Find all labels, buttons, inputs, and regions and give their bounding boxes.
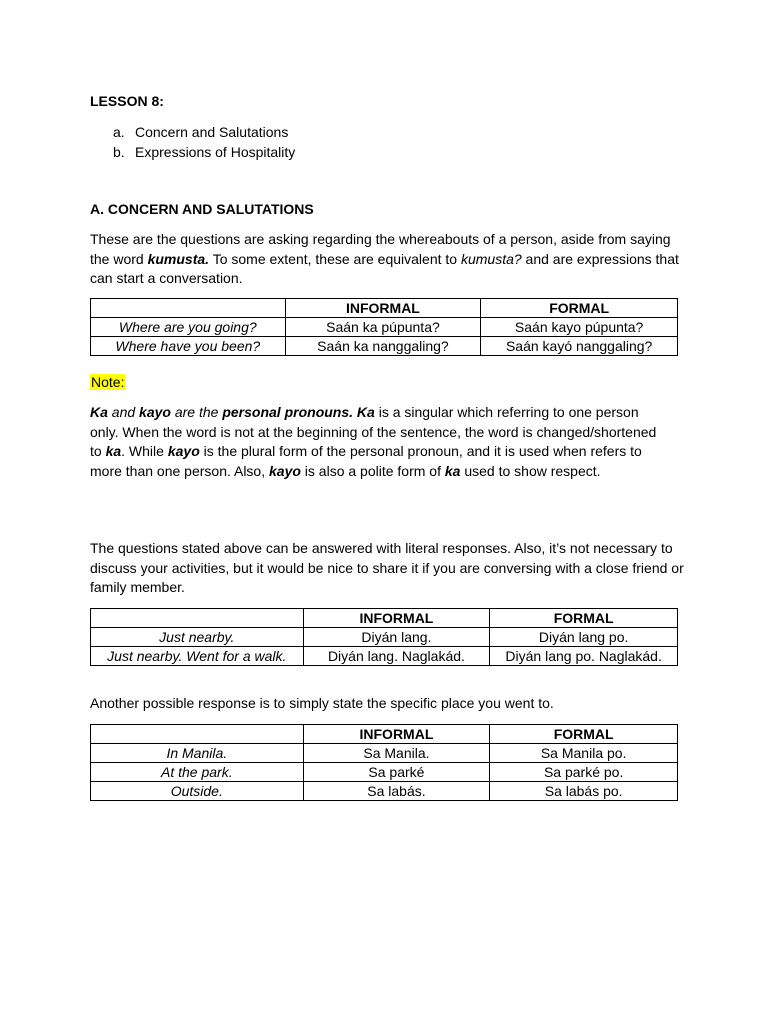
intro-text: These are the questions are asking regarding the whereabouts of a person, aside from saying the word xyxy=(90,231,671,267)
topic-item xyxy=(113,122,295,142)
note-term: ka xyxy=(105,443,122,459)
table-header-cell: FORMAL xyxy=(490,609,678,628)
table-header-cell xyxy=(91,609,304,628)
table-header-row xyxy=(91,609,678,628)
table-cell: Diyán lang. Naglakád. xyxy=(303,647,490,666)
table-cell: Diyán lang po. Naglakád. xyxy=(490,647,678,666)
table-row xyxy=(91,647,678,666)
answers-text: The questions stated above can be answered with literal responses. Also, it’s not necessary to discuss your activities, but it would be nice to share it if you are conversing with a close friend or family member. xyxy=(90,540,684,595)
table-header-row xyxy=(91,725,678,744)
table-cell: Saán kayó nanggaling? xyxy=(481,337,678,356)
table-header-cell: INFORMAL xyxy=(303,725,490,744)
table-cell: In Manila. xyxy=(91,744,304,763)
table-cell: Saán ka nanggaling? xyxy=(285,337,481,356)
table-header-cell: INFORMAL xyxy=(303,609,490,628)
table-cell: Saán ka púpunta? xyxy=(285,318,481,337)
intro-text: and are expressions that can start a conversation. xyxy=(90,250,679,286)
table-cell: Sa Manila po. xyxy=(490,744,678,763)
table-row xyxy=(91,318,678,337)
section-heading: A. CONCERN AND SALUTATIONS xyxy=(90,201,314,217)
table-cell: Where are you going? xyxy=(91,318,286,337)
table-cell: Sa Manila. xyxy=(303,744,490,763)
note-term: ka xyxy=(444,462,461,479)
topic-number: a. xyxy=(113,124,125,140)
table-header-row xyxy=(91,299,678,318)
note-text: and xyxy=(107,404,140,420)
note-text: is a singular which referring to one person only. When the word is not at the beginning of the sentence, the word is changed/shortened to xyxy=(90,404,657,459)
table-row xyxy=(91,763,678,782)
note-term: kayo xyxy=(139,404,171,420)
note-text: . While xyxy=(121,443,168,459)
note-term: kayo xyxy=(167,443,200,459)
table-cell: Sa parké xyxy=(303,763,490,782)
table-cell: Just nearby. Went for a walk. xyxy=(91,647,304,666)
topic-label: Expressions of Hospitality xyxy=(135,144,296,160)
topic-number: b. xyxy=(113,144,125,160)
table-cell: At the park. xyxy=(91,763,304,782)
note-text: is also a polite form of xyxy=(300,462,445,479)
table-row xyxy=(91,744,678,763)
note-term: kayo xyxy=(269,462,301,479)
note-paragraph xyxy=(90,403,660,481)
table-row xyxy=(91,782,678,801)
intro-term: kumusta? xyxy=(460,250,522,267)
table-cell: Sa labás. xyxy=(303,782,490,801)
note-text: are the xyxy=(170,404,223,420)
places-table xyxy=(90,724,678,801)
table-cell: Sa parké po. xyxy=(490,763,678,782)
table-cell: Just nearby. xyxy=(91,628,304,647)
table-header-cell xyxy=(91,725,304,744)
table-header-cell: FORMAL xyxy=(481,299,678,318)
note-text: used to show respect. xyxy=(460,462,601,479)
table-cell: Diyán lang. xyxy=(303,628,490,647)
topic-list xyxy=(113,122,295,162)
table-header-cell: INFORMAL xyxy=(285,299,481,318)
place-paragraph xyxy=(90,694,690,714)
note-term: Ka xyxy=(90,404,108,420)
note-label: Note: xyxy=(91,374,125,390)
answers-paragraph xyxy=(90,539,690,598)
table-row xyxy=(91,628,678,647)
table-cell: Outside. xyxy=(91,782,304,801)
questions-table xyxy=(90,298,678,356)
place-text: Another possible response is to simply state the specific place you went to. xyxy=(90,695,554,711)
intro-paragraph xyxy=(90,230,690,289)
intro-term: kumusta. xyxy=(147,250,210,267)
table-cell: Sa labás po. xyxy=(490,782,678,801)
note-text: is the plural form of the personal pronoun, and it is used when refers to more than one person. Also, xyxy=(90,443,642,479)
table-cell: Diyán lang po. xyxy=(490,628,678,647)
topic-item xyxy=(113,142,295,162)
note-term: personal pronouns. Ka xyxy=(222,404,375,420)
intro-text: To some extent, these are equivalent to xyxy=(209,250,461,267)
table-header-cell: FORMAL xyxy=(490,725,678,744)
table-cell: Where have you been? xyxy=(91,337,286,356)
lesson-title: LESSON 8: xyxy=(90,93,164,109)
table-row xyxy=(91,337,678,356)
topic-label: Concern and Salutations xyxy=(135,124,289,140)
table-cell: Saán kayo púpunta? xyxy=(481,318,678,337)
table-header-cell xyxy=(91,299,286,318)
responses-table xyxy=(90,608,678,666)
